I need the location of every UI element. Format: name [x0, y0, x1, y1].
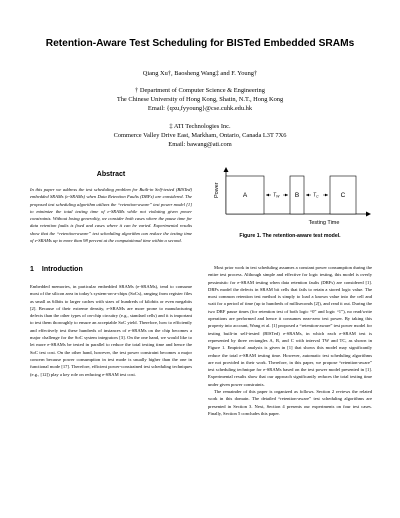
affiliation-2-address: Commerce Valley Drive East, Markham, Ontario, Canada L3T 7X6 [113, 132, 287, 139]
pause-interval-2-subscript: C [316, 194, 319, 199]
paragraph-prior-work: Most prior work in test scheduling assumes a constant power consumption during the entire test process. Although simple and effective for logic testing, this model is overly pessimistic for e-SRAM testing when data retention faults (DRFs) are considered [1]. DRFs model the defects in SRAM bit cells that fails to retain a stored logic value. The most common retention test method is simply to load a known value into the cell and wait for a period of time (up to hundreds of milliseconds [2]), and read it out. During the two DRF pause times (for retention test of both logic “0” and logic “1”), no read/write operations are performed and hence it consumes near-zero test power. By taking this property into account, Wang et al. [1] proposed a “retention-aware” test power model for testing built-in self-tested (BISTed) e-SRAMs, in which each e-SRAM test is represented by three rectangles A, B, and C with interval TW and TC, as shown in Figure 1. Empirical analysis is given in [1] that shows this model may significantly reduce the total e-SRAM testing time. However, automatic test scheduling algorithms are not provided in their work. Therefore, in this paper, we propose “retention-aware” test scheduling technique for e-SRAMs based on the test power model presented in [1]. Experimental results show that our approach significantly reduces the total testing time under given power constraints. [208, 265, 372, 387]
abstract-text: In this paper we address the test scheduling problem for Built-in Self-tested (BISTed) embedded SRAMs (e-SRAMs) when Data Retention Faults (DRFs) are considered. The proposed test scheduling algorithm utilizes the “retention-aware” test power model [1] to minimize the total testing time of e-SRAMs while not violating given power constraints. Without losing generality, we consider both cases where the pause time for data retention faults is fixed and cases where it can be varied. Experimental results show that the “retention-aware” test scheduling algorithm can reduce the testing time of e-SRAMs up to more than 98 percent at the computational time within a second. [30, 187, 192, 243]
figure-caption: Figure 1. The retention-aware test model. [239, 233, 341, 239]
x-axis-label: Testing Time [308, 220, 340, 226]
introduction-text: Embedded memories, in particular embedded SRAMs (e-SRAMs), tend to consume most of the silicon area in today’s system-on-a-chips (SoCs), ranging from register files as small as 64bits to larger caches with sizes of hundreds of kilobits or even megabits [2]. Because of their extreme density, e-SRAMs are more prone to manufacturing defects than the other types of on-chip circuitry (e.g., standard cells) and it is important to test them thoroughly to ensure an acceptable SoC yield. Therefore, how to efficiently and effectively test these hundreds of instances of e-SRAMs on the chip becomes a major challenge for the SoC system integrators [3]. On the one hand, we would like to let more e-SRAMs be tested in parallel to reduce the total testing time and hence the SoC test cost. On the other hand, however, the test power constraint becomes a major concern because power consumption in test mode is usually higher than the one in functional mode [17]. Therefore, efficient power-constrained test scheduling techniques (e.g., [12]) play a key role on reducing e-SRAM test cost. [30, 284, 192, 377]
section-1-title: Introduction [41, 266, 83, 273]
pause-interval-1-subscript: W [276, 194, 280, 199]
paragraph-organization: The remainder of this paper is organized as follows. Section 2 reviews the related work in this domain. The detailed “retention-aware” test scheduling algorithms are presented in Section 3. Next, Section 4 presents our experiments on four test cases. Finally, Section 5 concludes this paper. [208, 389, 372, 416]
affiliation-2-organization: ‡ ATI Technologies Inc. [169, 123, 231, 130]
abstract-heading: Abstract [96, 171, 126, 178]
affiliation-1-department: † Department of Computer Science & Engineering [135, 87, 265, 94]
block-a-label: A [242, 192, 248, 199]
paper-title: Retention-Aware Test Scheduling for BISTed Embedded SRAMs [45, 38, 355, 49]
retention-test-model-figure [206, 166, 374, 232]
author-list: Qiang Xu†, Baosheng Wang‡ and F. Young† [142, 70, 258, 77]
section-1-number: 1 [30, 266, 34, 273]
affiliation-1-university: The Chinese University of Hong Kong, Shatin, N.T., Hong Kong [116, 96, 284, 103]
x-axis-arrowhead [366, 212, 371, 217]
affiliation-1-email: Email: {qxu,fyyoung}@cse.cuhk.edu.hk [147, 105, 253, 112]
pause-interval-1-arrowhead-right [285, 194, 288, 197]
y-axis-arrowhead [224, 167, 229, 172]
right-column-text [208, 264, 372, 417]
block-c-label: C [340, 192, 346, 199]
pause-interval-2-symbol: T [313, 192, 317, 199]
section-1-heading [30, 266, 91, 273]
pause-interval-1-symbol: T [273, 192, 277, 199]
affiliation-2-email: Email: bawang@ati.com [168, 141, 232, 148]
pause-interval-2-arrowhead-left [306, 194, 309, 197]
y-axis-label: Power [214, 182, 220, 198]
pause-interval-1-arrowhead-left [266, 194, 269, 197]
pause-interval-2-arrowhead-right [325, 194, 328, 197]
block-b-label: B [294, 192, 300, 199]
